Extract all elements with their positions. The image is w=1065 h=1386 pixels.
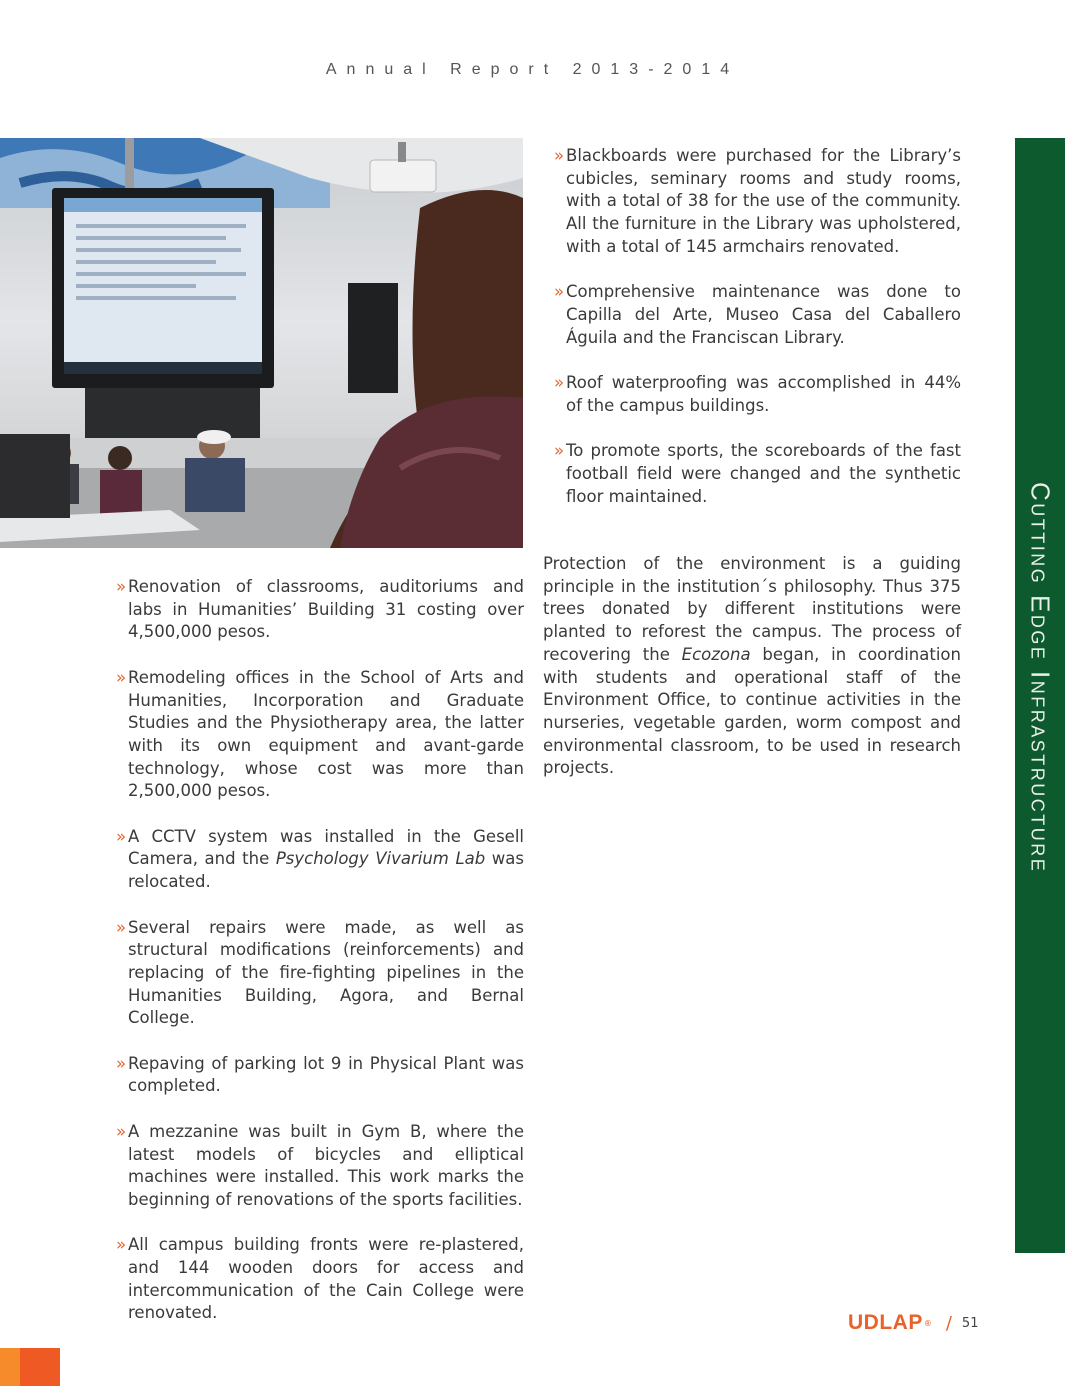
bullet-mark: »: [554, 373, 565, 392]
bullet-mark: »: [554, 146, 565, 165]
list-item: [116, 826, 524, 894]
bullet-text: Remodeling offices in the School of Arts and Humanities, Incorporation and Graduate Studies and the Physiotherapy area, the latter with its own equipment and avant-garde technology, whose cost was more than 2,500,000 pesos.: [128, 667, 524, 801]
bullet-mark: »: [554, 282, 565, 302]
paragraph-text: Protection of the environment is a guiding principle in the institution´s philosophy. Thus 375 trees donated by different institutions were planted to reforest the campus. The process of recovering the: [543, 554, 961, 664]
bullet-text: A CCTV system was installed in the Gesell Camera, and the: [128, 826, 524, 869]
registered-mark: ®: [923, 1318, 932, 1328]
list-item: [554, 440, 961, 508]
list-item: [116, 1121, 524, 1212]
list-item: [554, 372, 961, 417]
running-header: Annual Report 2013-2014: [325, 61, 740, 78]
corner-accent-dark: [20, 1348, 60, 1386]
bullet-italic-text: Psychology Vivarium Lab: [275, 849, 486, 869]
bullet-mark: »: [116, 1053, 127, 1073]
paragraph-text: began, in coordination with students and operational staff of the Environment Office, to continue activities in the nurseries, vegetable garden, worm compost and environmental classroom, to be used in research projects.: [543, 644, 961, 778]
classroom-photo-illustration: [0, 138, 523, 548]
classroom-photo: [0, 138, 523, 548]
bullet-mark: »: [116, 667, 127, 687]
bullet-text: Blackboards were purchased for the Library’s cubicles, seminary rooms and study rooms, with a total of 38 for the use of the community. All the furniture in the Library was upholstered, with a total of 145 armchairs renovated.: [566, 146, 961, 256]
list-item: [116, 917, 524, 1031]
list-item: [554, 145, 961, 259]
bullet-mark: »: [116, 577, 127, 596]
bullet-text: Comprehensive maintenance was done to Capilla del Arte, Museo Casa del Caballero Águila and the Franciscan Library.: [566, 282, 961, 347]
page-footer: [848, 1311, 978, 1335]
bullet-mark: »: [116, 917, 127, 937]
bullet-text: Roof waterproofing was accomplished in 44% of the campus buildings.: [566, 373, 961, 415]
environment-paragraph: [543, 553, 961, 780]
list-item: [116, 1053, 524, 1098]
list-item: [116, 1234, 524, 1325]
bullet-mark: »: [116, 826, 127, 846]
bullet-text: Several repairs were made, as well as structural modifications (reinforcements) and replacing of the fire-fighting pipelines in the Humanities Building, Agora, and Bernal College.: [128, 917, 524, 1028]
bullet-mark: »: [116, 1121, 127, 1141]
footer-separator: /: [945, 1312, 952, 1334]
bullet-text: All campus building fronts were re-plastered, and 144 wooden doors for access and intercommunication of the Cain College were renovated.: [128, 1235, 524, 1323]
list-item: [116, 576, 524, 644]
right-column: [554, 145, 961, 531]
paragraph-italic-text: Ecozona: [681, 644, 751, 664]
bullet-mark: »: [554, 441, 565, 461]
bullet-text: A mezzanine was built in Gym B, where the latest models of bicycles and elliptical machines were installed. This work marks the beginning of renovations of the sports facilities.: [128, 1121, 524, 1209]
section-title: Cutting Edge Infrastructure: [1025, 482, 1056, 874]
bullet-text: Repaving of parking lot 9 in Physical Plant was completed.: [128, 1053, 524, 1096]
bullet-text: Renovation of classrooms, auditoriums and labs in Humanities’ Building 31 costing over 4,500,000 pesos.: [128, 577, 524, 642]
udlap-logo: UDLAP: [848, 1311, 923, 1334]
page-number: 51: [961, 1315, 979, 1331]
bullet-text: was relocated.: [128, 849, 524, 892]
list-item: [116, 667, 524, 803]
bullet-mark: »: [116, 1235, 127, 1255]
list-item: [554, 281, 961, 349]
bullet-text: To promote sports, the scoreboards of the fast football field were changed and the synthetic floor maintained.: [566, 441, 961, 506]
left-column: [116, 576, 524, 1348]
corner-accent-light: [0, 1348, 20, 1386]
